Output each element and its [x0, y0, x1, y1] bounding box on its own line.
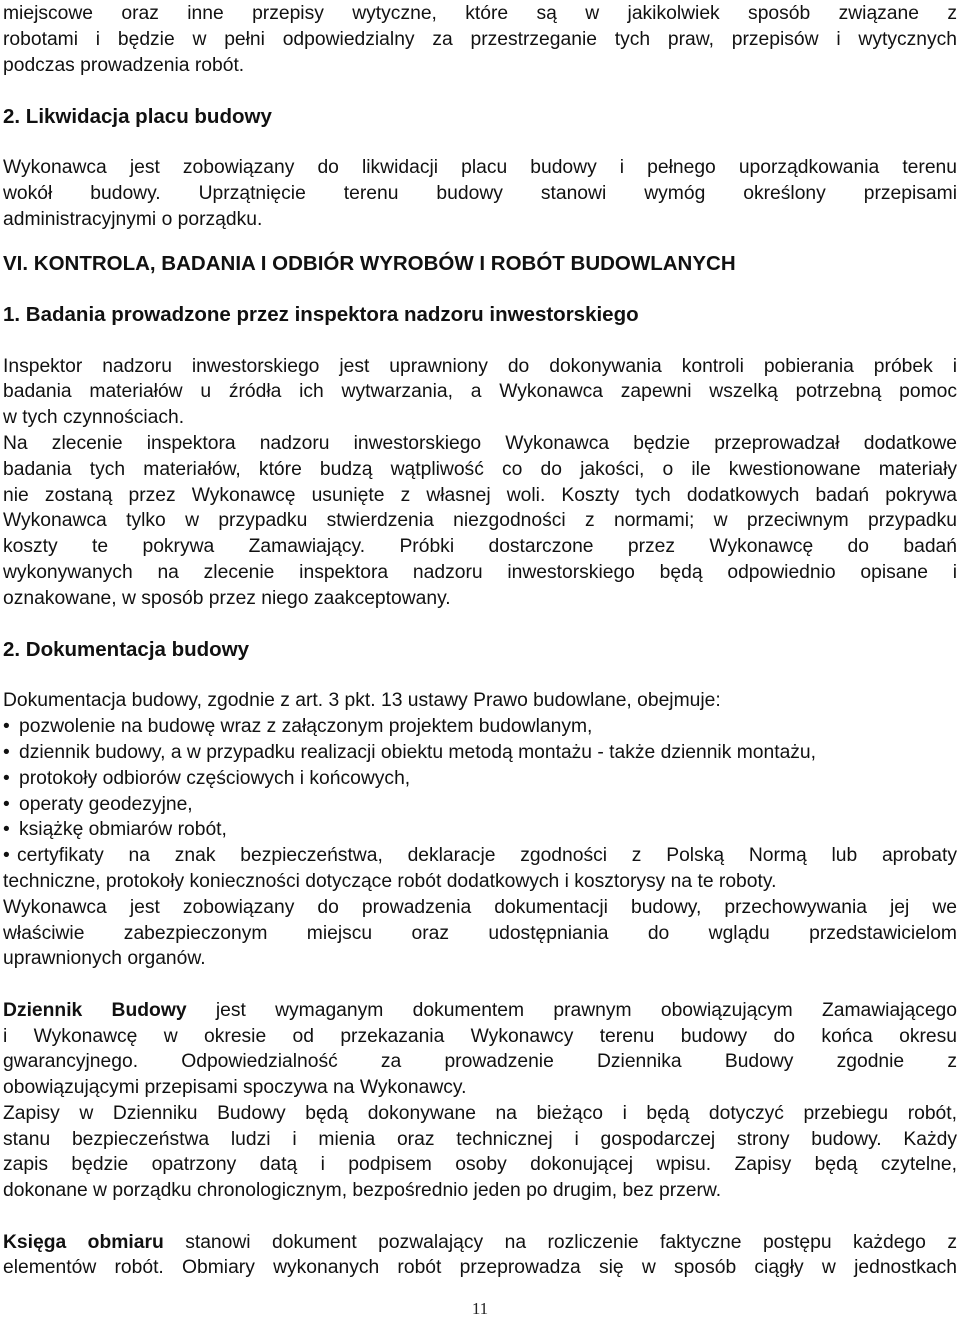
list-item-text: operaty geodezyjne,: [19, 793, 193, 815]
list-item-text: pozwolenie na budowę wraz z załączonym projektem budowlanym,: [19, 716, 593, 738]
paragraph-line: oznakowane, w sposób przez niego zaakceptowany.: [3, 587, 451, 609]
paragraph-line: Wykonawca jest zobowiązany do likwidacji placu budowy i pełnego uporządkowania terenu: [3, 157, 957, 179]
paragraph-line: stanu bezpieczeństwa ludzi i mienia oraz technicznej i gospodarczej strony budowy. Każdy: [3, 1128, 957, 1150]
paragraph-line: Na zlecenie inspektora nadzoru inwestorskiego Wykonawca będzie przeprowadzał dodatkowe: [3, 433, 957, 455]
bullet-icon: [3, 843, 17, 869]
document-page: [3, 0, 957, 1281]
paragraph-line: uprawnionych organów.: [3, 948, 206, 970]
bullet-icon: [3, 740, 19, 766]
page-number: 11: [471, 1299, 489, 1318]
bullet-icon: [3, 817, 19, 843]
paragraph-line: dokonane w porządku chronologicznym, bezpośrednio jeden po drugim, bez przerw.: [3, 1180, 722, 1202]
term-dziennik-budowy: Dziennik Budowy: [3, 999, 187, 1021]
paragraph-line: Inspektor nadzoru inwestorskiego jest uprawniony do dokonywania kontroli pobierania próbek i: [3, 355, 957, 377]
paragraph-line: wykonywanych na zlecenie inspektora nadzoru inwestorskiego będą odpowiednio opisane i: [3, 562, 957, 584]
section-heading-likwidacja: 2. Likwidacja placu budowy: [3, 104, 272, 128]
list-item: [3, 843, 957, 869]
list-item: [3, 766, 957, 792]
list-item: [3, 714, 957, 740]
paragraph-line: Zapisy w Dzienniku Budowy będą dokonywane na bieżąco i będą dotyczyć przebiegu robót,: [3, 1102, 957, 1124]
paragraph-line: koszty te pokrywa Zamawiający. Próbki dostarczone przez Wykonawcę do badań: [3, 536, 957, 558]
paragraph-line: gwarancyjnego. Odpowiedzialność za prowadzenie Dziennika Budowy zgodnie z: [3, 1051, 957, 1073]
paragraph-line: Wykonawca tylko w przypadku stwierdzenia niezgodności z normami; w przeciwnym przypadku: [3, 510, 957, 532]
paragraph-line: w tych czynnościach.: [3, 407, 185, 429]
paragraph-text: jest wymaganym dokumentem prawnym obowiązującym Zamawiającego: [186, 999, 957, 1021]
chapter-heading-vi: VI. KONTROLA, BADANIA I ODBIÓR WYROBÓW I ROBÓT BUDOWLANYCH: [3, 251, 736, 275]
paragraph-line: zapis będzie opatrzony datą i podpisem osoby dokonującej wpisu. Zapisy będą czytelne,: [3, 1154, 957, 1176]
term-ksiega-obmiaru: Księga obmiaru: [3, 1231, 164, 1253]
paragraph-line: badania materiałów u źródła ich wytwarzania, a Wykonawca zapewni wszelką potrzebną pomoc: [3, 381, 957, 403]
list-item: [3, 792, 957, 818]
paragraph-text: stanowi dokument pozwalający na rozliczenie faktyczne postępu każdego z: [163, 1231, 957, 1253]
paragraph-line: wokół budowy. Uprzątnięcie terenu budowy stanowi wymóg określony przepisami: [3, 182, 957, 204]
list-item-text: protokoły odbiorów częściowych i końcowych,: [19, 767, 411, 789]
intro-line: podczas prowadzenia robót.: [3, 54, 245, 76]
bullet-icon: [3, 792, 19, 818]
list-item: [3, 817, 957, 843]
bullet-icon: [3, 714, 19, 740]
paragraph-line: badania tych materiałów, które budzą wątpliwość co do jakości, o ile kwestionowane materiały: [3, 458, 957, 480]
list-item-text: książkę obmiarów robót,: [19, 819, 227, 841]
paragraph-line: [3, 1230, 957, 1256]
paragraph-line: Wykonawca jest zobowiązany do prowadzenia dokumentacji budowy, przechowywania jej we: [3, 896, 957, 918]
section-heading-dokumentacja: 2. Dokumentacja budowy: [3, 638, 250, 662]
intro-line: robotami i będzie w pełni odpowiedzialny za przestrzeganie tych praw, przepisów i wytycznych: [3, 28, 957, 50]
paragraph-line: Dokumentacja budowy, zgodnie z art. 3 pkt. 13 ustawy Prawo budowlane, obejmuje:: [3, 690, 721, 712]
paragraph-line: administracyjnymi o porządku.: [3, 208, 263, 230]
list-item-text: dziennik budowy, a w przypadku realizacji obiektu metodą montażu - także dziennik montażu,: [19, 742, 817, 764]
bullet-icon: [3, 766, 19, 792]
paragraph-line: [3, 998, 957, 1024]
list-item: [3, 740, 957, 766]
paragraph-line: i Wykonawcę w okresie od przekazania Wykonawcy terenu budowy do końca okresu: [3, 1025, 957, 1047]
list-item-continuation: techniczne, protokoły konieczności dotyczące robót dodatkowych i kosztorysy na te roboty.: [3, 871, 777, 893]
paragraph-line: nie zostaną przez Wykonawcę usunięte z własnej woli. Koszty tych dodatkowych badań pokrywa: [3, 484, 957, 506]
list-item-text: certyfikaty na znak bezpieczeństwa, deklaracje zgodności z Polską Normą lub aprobaty: [17, 845, 957, 867]
paragraph-line: obowiązującymi przepisami spoczywa na Wykonawcy.: [3, 1077, 467, 1099]
section-heading-badania: 1. Badania prowadzone przez inspektora nadzoru inwestorskiego: [3, 303, 639, 327]
intro-line: miejscowe oraz inne przepisy wytyczne, które są w jakikolwiek sposób związane z: [3, 3, 957, 24]
paragraph-line: elementów robót. Obmiary wykonanych robót przeprowadza się w sposób ciągły w jednostkach: [3, 1257, 957, 1279]
paragraph-line: właściwie zabezpieczonym miejscu oraz udostępniania do wglądu przedstawicielom: [3, 922, 957, 944]
